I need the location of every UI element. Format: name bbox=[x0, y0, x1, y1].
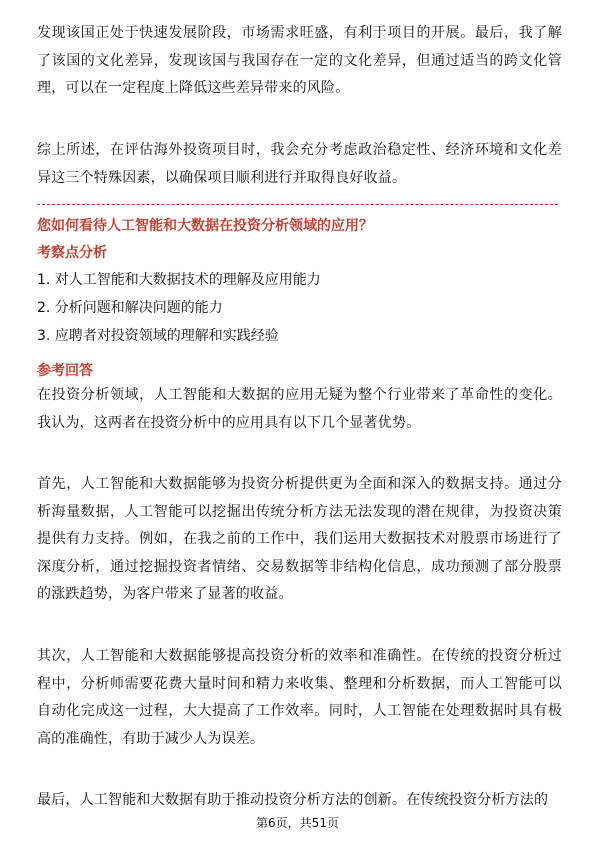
section-divider bbox=[37, 204, 558, 205]
analysis-point: 3. 应聘者对投资领域的理解和实践经验 bbox=[37, 328, 279, 344]
paragraph-conclusion: 综上所述，在评估海外投资项目时，我会充分考虑政治稳定性、经济环境和文化差异这三个特殊因素，以确保项目顺利进行并取得良好收益。 bbox=[37, 142, 562, 186]
paragraph-culture-risk: 发现该国正处于快速发展阶段，市场需求旺盛，有利于项目的开展。最后，我了解了该国的文化差异，发现该国与我国存在一定的文化差异，但通过适当的跨文化管理，可以在一定程度上降低这些差异带来的风险。 bbox=[37, 25, 562, 96]
page-footer: 第6页，共51页 bbox=[256, 816, 339, 830]
analysis-point: 2. 分析问题和解决问题的能力 bbox=[37, 300, 223, 316]
answer-paragraph-last: 最后，人工智能和大数据有助于推动投资分析方法的创新。在传统投资分析方法的 bbox=[37, 792, 549, 808]
analysis-point: 1. 对人工智能和大数据技术的理解及应用能力 bbox=[37, 272, 321, 288]
answer-paragraph-second: 其次，人工智能和大数据能够提高投资分析的效率和准确性。在传统的投资分析过程中，分析师需要花费大量时间和精力来收集、整理和分析数据，而人工智能可以自动化完成这一过程，大大提高了工作效率。同时，人工智能在处理数据时具有极高的准确性，有助于减少人为误差。 bbox=[37, 648, 562, 747]
answer-paragraph-intro: 在投资分析领域，人工智能和大数据的应用无疑为整个行业带来了革命性的变化。我认为，这两者在投资分析中的应用具有以下几个显著优势。 bbox=[37, 387, 562, 431]
analysis-label: 考察点分析 bbox=[37, 245, 107, 261]
question-title: 您如何看待人工智能和大数据在投资分析领域的应用？ bbox=[37, 218, 373, 234]
answer-paragraph-first: 首先，人工智能和大数据能够为投资分析提供更为全面和深入的数据支持。通过分析海量数据，人工智能可以挖掘出传统分析方法无法发现的潜在规律，为投资决策提供有力支持。例如，在我之前的工作中，我们运用大数据技术对股票市场进行了深度分析，通过挖掘投资者情绪、交易数据等非结构化信息，成功预测了部分股票的涨跌趋势，为客户带来了显著的收益。 bbox=[37, 476, 562, 602]
answer-label: 参考回答 bbox=[37, 363, 93, 379]
